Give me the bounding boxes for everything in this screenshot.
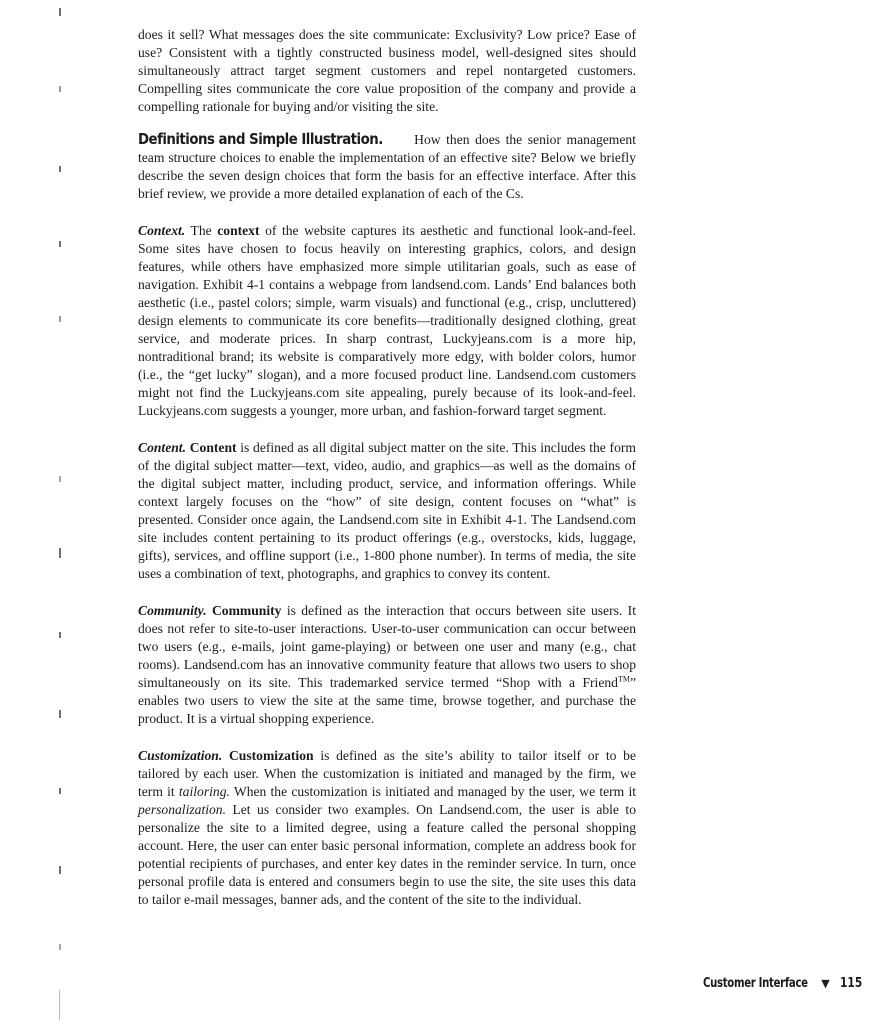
content-text: is defined as all digital subject matter on the site. This includes the form of the digital subject matter—text, video, audio, and graphics—as well as the domains of the digital subject matter, including product, service, and information offerings. While context largely focuses on the “how” of site design, content focuses on “what” is presented. Consider once again, the Landsend.com site in Exhibit 4-1. The Landsend.com site includes content pertaining to its product offerings (e.g., overstocks, kids, luggage, gifts), services, and offline support (i.e., 1-800 phone number). In terms of media, the site uses a combination of text, photographs, and graphics to convey its content.	[138, 440, 636, 581]
scan-mark	[59, 944, 61, 950]
running-title: Customer Interface	[703, 976, 808, 991]
customization-term: Customization	[228, 748, 314, 763]
intro-text: does it sell? What messages does the site communicate: Exclusivity? Low price? Ease of use? Consistent with a tightly constructed business model, well-designed sites should simultaneously attract target segment customers and repel nontargeted customers. Compelling sites communicate the core value proposition of the company and provide a compelling rationale for buying and/or visiting the site.	[138, 27, 636, 114]
scan-mark	[59, 632, 61, 638]
intro-paragraph	[138, 26, 636, 116]
scan-mark	[59, 8, 61, 16]
content-term: Content	[189, 440, 237, 455]
customization-label: Customization.	[138, 748, 223, 763]
body-text	[138, 26, 636, 909]
scan-mark	[59, 710, 61, 718]
scan-mark	[59, 166, 61, 172]
scan-mark	[59, 476, 61, 482]
scan-mark	[59, 990, 60, 1020]
context-label: Context.	[138, 223, 186, 238]
page-number: 115	[839, 976, 862, 991]
personalization-term: personalization.	[138, 802, 226, 817]
definitions-text: How then does the senior management team structure choices to enable the implementation of an effective site? Below we briefly describe the seven design choices that form the basis for an effective interface. After this brief review, we provide a more detailed explanation of each of the Cs.	[138, 132, 636, 201]
scan-mark	[59, 788, 61, 794]
definitions-paragraph	[138, 130, 636, 203]
scan-mark	[59, 866, 61, 874]
community-text-end: ” enables two users to view the site at the same time, browse together, and purchase the product. It is a virtual shopping experience.	[138, 675, 636, 726]
community-label: Community.	[138, 603, 207, 618]
community-term: Community	[211, 603, 282, 618]
context-text-lead: The	[190, 223, 212, 238]
scan-mark	[59, 241, 61, 247]
content-label: Content.	[138, 440, 186, 455]
customization-paragraph	[138, 747, 636, 909]
community-text: is defined as the interaction that occurs between site users. It does not refer to site-to-user interactions. User-to-user communication can occur between two users (e.g., e-mails, joint game-playing) or between one user and many (e.g., chat rooms). Landsend.com has an innovative community feature that allows two users to shop simultaneously on its site. This trademarked service termed “Shop with a Friend	[138, 603, 636, 690]
community-paragraph	[138, 602, 636, 728]
triangle-marker-icon: ▼	[821, 977, 830, 990]
customization-text: is defined as the site’s ability to tailor itself or to be tailored by each user. When the customization is initiated and managed by the firm, we term it	[138, 748, 636, 799]
scan-mark	[59, 548, 61, 558]
context-text: of the website captures its aesthetic and functional look-and-feel. Some sites have chosen to focus heavily on interesting graphics, colors, and design features, while others have emphasized more simple utilitarian goals, such as ease of navigation. Exhibit 4-1 contains a webpage from landsend.com. Lands’ End balances both aesthetic (i.e., pastel colors; simple, warm visuals) and functional (e.g., crisp, uncluttered) design elements to communicate its core benefits—traditionally designed clothing, great service, and moderate prices. In sharp contrast, Luckyjeans.com is a more hip, nontraditional brand; its website is comparatively more edgy, with bolder colors, humor (i.e., the “get lucky” slogan), and a more focused product line. Landsend.com customers might not find the Luckyjeans.com site appealing, purely because of its look-and-feel. Luckyjeans.com suggests a younger, more urban, and fashion-forward target segment.	[138, 223, 636, 418]
customization-text-mid: When the customization is initiated and managed by the user, we term it	[233, 784, 636, 799]
tailoring-term: tailoring.	[178, 784, 230, 799]
content-paragraph	[138, 439, 636, 583]
section-heading: Definitions and Simple Illustration.	[138, 130, 383, 148]
context-term: context	[217, 223, 260, 238]
scan-mark	[59, 86, 61, 92]
trademark-mark: TM	[617, 674, 630, 684]
page-footer	[703, 976, 867, 991]
context-paragraph	[138, 222, 636, 420]
scan-mark	[59, 316, 61, 322]
customization-text-end: Let us consider two examples. On Landsend.com, the user is able to personalize the site to a limited degree, using a feature called the personal shopping account. Here, the user can enter basic personal information, complete an address book for potential recipients of purchases, and enter key dates in the reminder service. In turn, once personal profile data is entered and consumers begin to use the site, the site uses this data to tailor e-mail messages, banner ads, and the content of the site to the individual.	[138, 802, 636, 907]
